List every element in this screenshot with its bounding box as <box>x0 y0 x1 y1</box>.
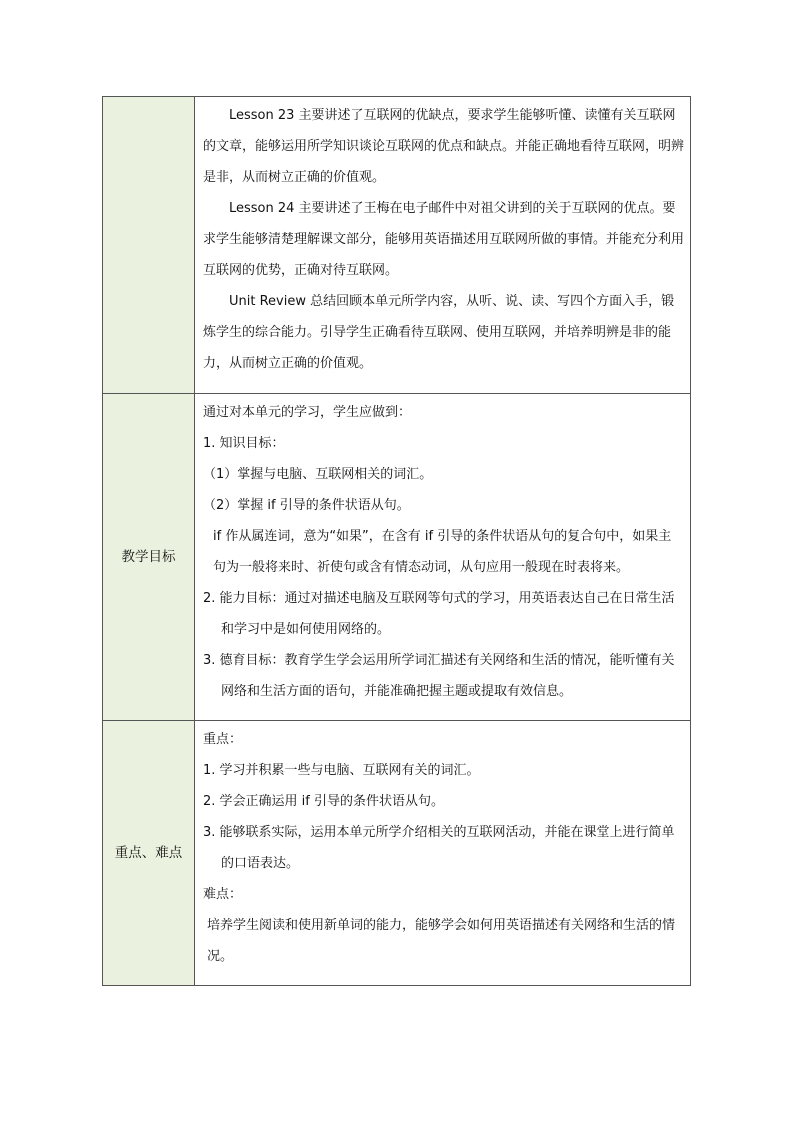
teaching-goals-cell <box>195 394 691 721</box>
lesson-plan-table <box>102 96 691 986</box>
moral-goal: 3. 德育目标：教育学生学会运用所学词汇描述有关网络和生活的情况，能听懂有关网络和生活方面的语句，并能准确把握主题或提取有效信息。 <box>203 653 675 699</box>
goals-intro: 通过对本单元的学习，学生应做到： <box>203 405 412 420</box>
difficult-point-1: 培养学生阅读和使用新单词的能力，能够学会如何用英语描述有关网络和生活的情况。 <box>207 918 676 964</box>
key-difficult-points-cell <box>195 721 691 986</box>
difficult-points-title: 难点： <box>203 887 243 902</box>
knowledge-goal-2: （2）掌握 if 引导的条件状语从句。 <box>203 498 410 513</box>
row-label-empty <box>103 97 195 394</box>
unit-review-paragraph: Unit Review 总结回顾本单元所学内容，从听、说、读、写四个方面入手，锻炼学生的综合能力。引导学生正确看待互联网、使用互联网，并培养明辨是非的能力，从而树立正确的价值观。 <box>203 294 675 371</box>
table-row <box>103 394 691 721</box>
unit-overview-cell <box>195 97 691 394</box>
ability-goal: 2. 能力目标：通过对描述电脑及互联网等句式的学习，用英语表达自己在日常生活和学习中是如何使用网络的。 <box>203 591 675 637</box>
key-point-1: 1. 学习并积累一些与电脑、互联网有关的词汇。 <box>203 763 480 778</box>
key-points-title: 重点： <box>203 732 243 747</box>
knowledge-goal-title: 1. 知识目标： <box>203 436 285 451</box>
row-label-teaching-goals: 教学目标 <box>103 394 195 721</box>
table-row <box>103 97 691 394</box>
if-clause-note: if 作从属连词，意为“如果”，在含有 if 引导的条件状语从句的复合句中，如果主句为一般将来时、祈使句或含有情态动词，从句应用一般现在时表将来。 <box>213 529 672 575</box>
lesson-23-paragraph: Lesson 23 主要讲述了互联网的优缺点，要求学生能够听懂、读懂有关互联网的文章，能够运用所学知识谈论互联网的优点和缺点。并能正确地看待互联网，明辨是非，从而树立正确的价值观。 <box>203 108 685 185</box>
table-row <box>103 721 691 986</box>
row-label-key-difficult-points: 重点、难点 <box>103 721 195 986</box>
knowledge-goal-1: （1）掌握与电脑、互联网相关的词汇。 <box>203 467 433 482</box>
key-point-2: 2. 学会正确运用 if 引导的条件状语从句。 <box>203 794 444 809</box>
lesson-24-paragraph: Lesson 24 主要讲述了王梅在电子邮件中对祖父讲到的关于互联网的优点。要求学生能够清楚理解课文部分，能够用英语描述用互联网所做的事情。并能充分利用互联网的优势，正确对待互联网。 <box>203 201 685 278</box>
key-point-3: 3. 能够联系实际，运用本单元所学介绍相关的互联网活动，并能在课堂上进行简单的口语表达。 <box>203 825 675 871</box>
